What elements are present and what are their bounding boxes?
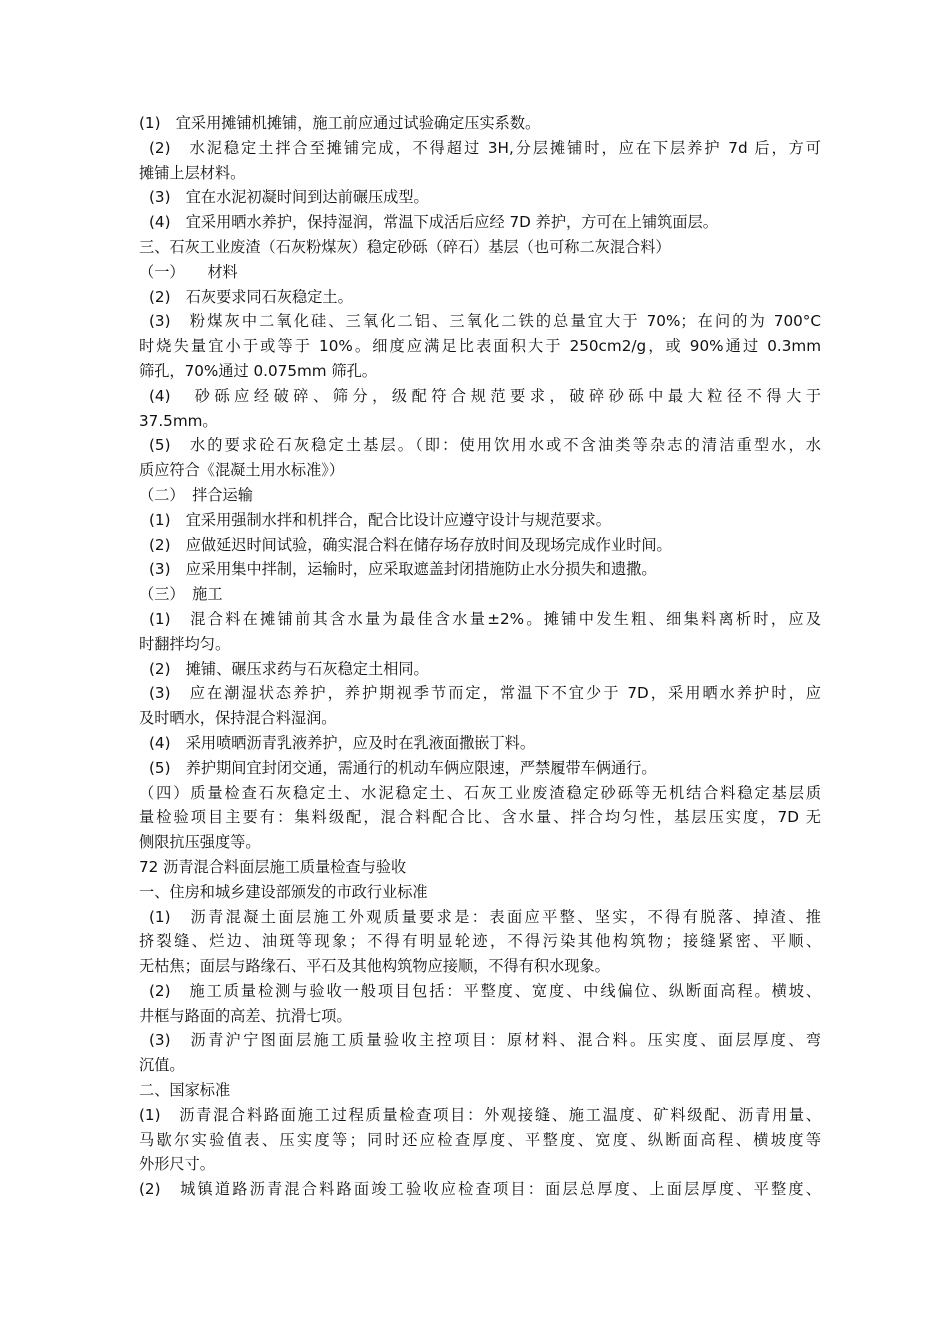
text-line: (3) 沥青沪宁图面层施工质量验收主控项目：原材料、混合料。压实度、面层厚度、弯 — [149, 1031, 821, 1050]
text-line: (3) 粉煤灰中二氧化硅、三氧化二铝、三氧化二铁的总量宜大于 70%；在问的为 700°C — [149, 312, 821, 331]
text-line: (4) 宜采用晒水养护，保持湿润，常温下成活后应经 7D 养护，方可在上铺筑面层。 — [149, 213, 718, 232]
subsection-heading: （二） 拌合运输 — [139, 485, 253, 504]
text-line: 质应符合《混凝土用水标准》） — [139, 461, 345, 480]
text-line: 时烧失量宜小于或等于 10%。细度应满足比表面积大于 250cm2/g，或 90%通过 0.3mm — [139, 337, 821, 356]
document-body — [139, 111, 821, 1202]
text-line: (2) 石灰要求同石灰稳定土。 — [149, 287, 353, 306]
text-line: (4) 采用喷晒沥青乳液养护，应及时在乳液面撒嵌丁料。 — [149, 733, 536, 752]
text-line: (3) 应采用集中拌制，运输时，应采取遮盖封闭措施防止水分损失和遗撒。 — [149, 560, 657, 579]
text-line: (1) 混合料在摊铺前其含水量为最佳含水量±2%。摊铺中发生粗、细集料离析时，应及 — [149, 609, 821, 628]
text-line: (5) 养护期间宜封闭交通，需通行的机动车俩应限速，严禁履带车俩通行。 — [149, 758, 657, 777]
text-line: 沉值。 — [139, 1056, 185, 1075]
text-line: (2) 施工质量检测与验收一般项目包括：平整度、宽度、中线偏位、纵断面高程。横坡、 — [149, 981, 821, 1000]
section-heading: 三、石灰工业废渣（石灰粉煤灰）稳定砂砾（碎石）基层（也可称二灰混合料） — [139, 237, 671, 256]
text-line: (2) 水泥稳定土拌合至摊铺完成，不得超过 3H,分层摊铺时，应在下层养护 7d 后，方可 — [149, 138, 821, 157]
text-line: 外形尺寸。 — [139, 1155, 215, 1174]
text-line: 及时晒水，保持混合料湿润。 — [139, 709, 337, 728]
text-line: (2) 摊铺、碾压求药与石灰稳定土相同。 — [149, 659, 429, 678]
text-line: 井框与路面的高差、抗滑七项。 — [139, 1006, 352, 1025]
text-line: (2) 城镇道路沥青混合料路面竣工验收应检查项目：面层总厚度、上面层厚度、平整度、 — [139, 1180, 821, 1199]
text-line: 量检验项目主要有：集料级配，混合料配合比、含水量、拌合均匀性，基层压实度，7D 无 — [139, 808, 821, 827]
text-line: 马歇尔实验值表、压实度等；同时还应检查厚度、平整度、宽度、纵断面高程、横坡度等 — [139, 1130, 821, 1149]
text-line: 时翻拌均匀。 — [139, 634, 231, 653]
text-line: 摊铺上层材料。 — [139, 163, 246, 182]
text-line: (1) 沥青混合料路面施工过程质量检查项目：外观接缝、施工温度、矿料级配、沥青用量、 — [139, 1105, 821, 1124]
text-line: (1) 沥青混凝土面层施工外观质量要求是：表面应平整、坚实，不得有脱落、掉渣、推 — [149, 907, 821, 926]
text-line: (3) 宜在水泥初凝时间到达前碾压成型。 — [149, 188, 429, 207]
text-line: (4) 砂砾应经破碎、筛分，级配符合规范要求，破碎砂砾中最大粒径不得大于 — [149, 386, 821, 405]
text-line: 37.5mm。 — [139, 411, 218, 430]
text-line: 挤裂缝、烂边、油斑等现象；不得有明显轮迹，不得污染其他构筑物；接缝紧密、平顺、 — [139, 932, 821, 951]
section-heading: 一、住房和城乡建设部颁发的市政行业标准 — [139, 882, 428, 901]
text-line: 筛孔，70%通过 0.075mm 筛孔。 — [139, 361, 377, 380]
text-line: (1) 宜采用摊铺机摊铺，施工前应通过试验确定压实系数。 — [139, 114, 541, 132]
text-line: （四）质量检查石灰稳定土、水泥稳定土、石灰工业废渣稳定砂砾等无机结合料稳定基层质 — [139, 783, 821, 802]
section-heading: 二、国家标准 — [139, 1081, 231, 1100]
text-line: 侧限抗压强度等。 — [139, 833, 261, 852]
text-line: 无枯焦；面层与路缘石、平石及其他构筑物应接顺，不得有积水现象。 — [139, 957, 610, 976]
text-line: (1) 宜采用强制水拌和机拌合，配合比设计应遵守设计与规范要求。 — [149, 510, 611, 529]
section-heading: 72 沥青混合料面层施工质量检查与验收 — [139, 857, 407, 876]
subsection-heading: （一） 材料 — [139, 262, 238, 281]
text-line: (5) 水的要求砼石灰稳定土基层。（即：使用饮用水或不含油类等杂志的清洁重型水，水 — [149, 436, 821, 455]
subsection-heading: （三） 施工 — [139, 585, 223, 604]
text-line: (3) 应在潮湿状态养护，养护期视季节而定，常温下不宜少于 7D，采用晒水养护时，应 — [149, 684, 821, 703]
text-line: (2) 应做延迟时间试验，确实混合料在储存场存放时间及现场完成作业时间。 — [149, 535, 672, 554]
